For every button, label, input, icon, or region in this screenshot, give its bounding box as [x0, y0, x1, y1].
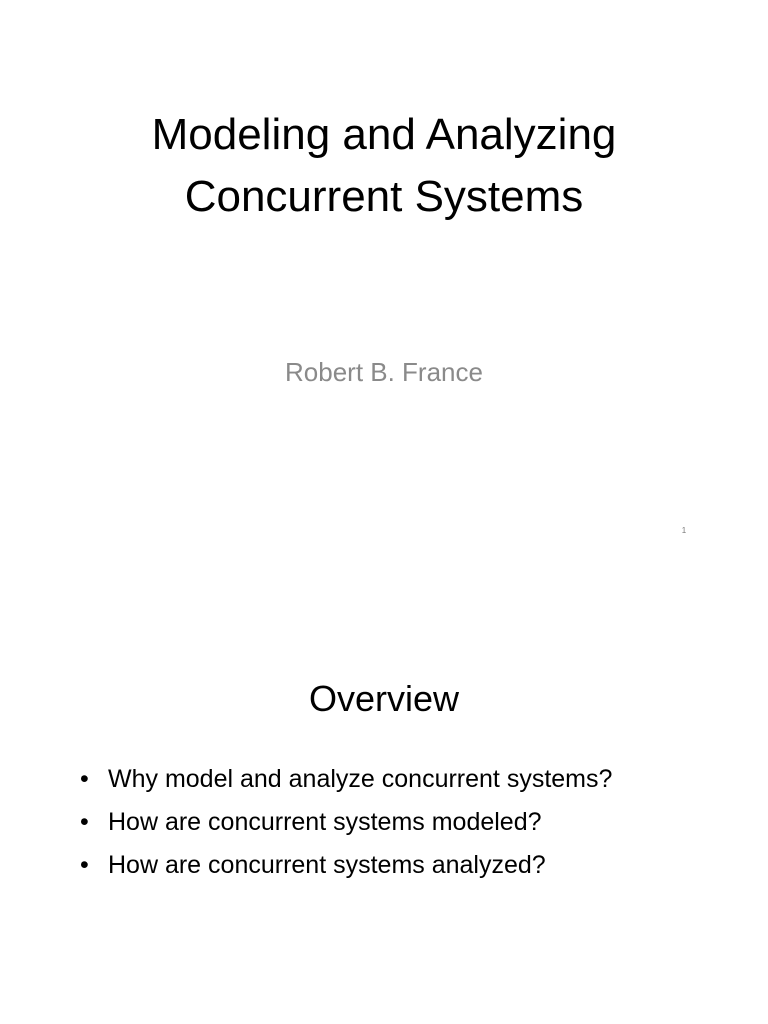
overview-slide: [0, 576, 768, 1024]
bullet-text: How are concurrent systems modeled?: [108, 808, 542, 836]
overview-title: Overview: [308, 678, 460, 719]
title-line-1: Modeling and Analyzing: [151, 110, 617, 159]
bullet-icon: •: [80, 851, 89, 879]
title-line-2: Concurrent Systems: [184, 172, 584, 221]
bullet-icon: •: [80, 808, 89, 836]
slide-number: 1: [681, 526, 687, 535]
bullet-text: Why model and analyze concurrent systems?: [108, 765, 613, 793]
list-item: [78, 801, 612, 844]
bullet-list: [78, 758, 612, 887]
list-item: [78, 758, 612, 801]
list-item: [78, 844, 612, 887]
slide-title: [0, 104, 768, 228]
bullet-icon: •: [80, 765, 89, 793]
author-name: Robert B. France: [285, 357, 483, 387]
bullet-text: How are concurrent systems analyzed?: [108, 851, 546, 879]
